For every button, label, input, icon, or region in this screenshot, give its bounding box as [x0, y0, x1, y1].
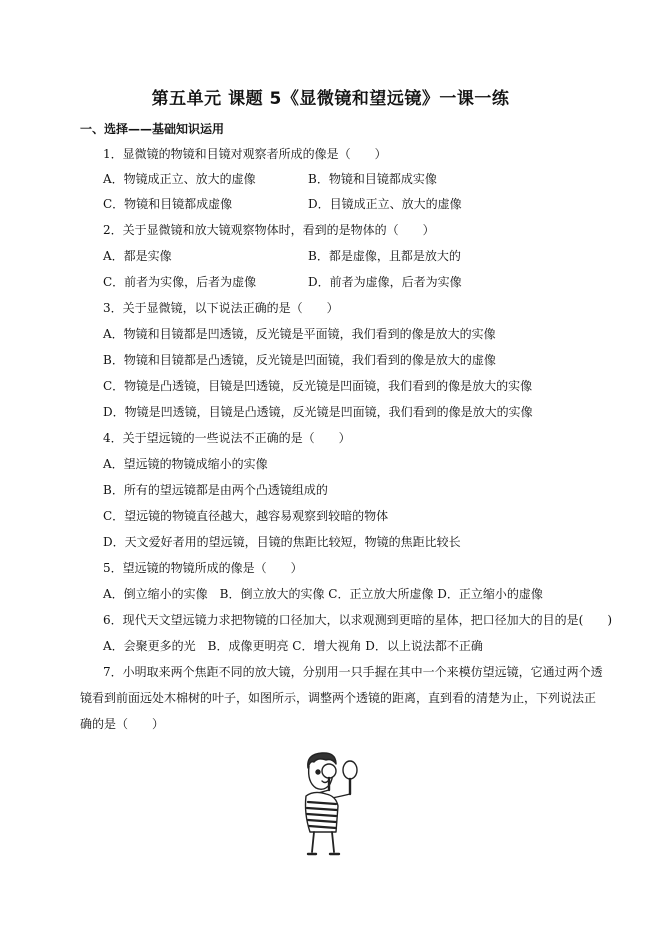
question-3-option-d: D．物镜是凹透镜，目镜是凸透镜，反光镜是凹面镜，我们看到的像是放大的实像: [103, 405, 533, 419]
question-3-option-a: A．物镜和目镜都是凹透镜，反光镜是平面镜，我们看到的像是放大的实像: [103, 327, 496, 341]
question-2-option-a: A．都是实像: [103, 249, 172, 263]
question-5-stem: 5．望远镜的物镜所成的像是（ ）: [103, 561, 303, 575]
question-4-option-a: A．望远镜的物镜成缩小的实像: [103, 457, 268, 471]
question-2-option-b: B．都是虚像，且都是放大的: [308, 249, 461, 263]
question-2-stem: 2．关于显微镜和放大镜观察物体时，看到的是物体的（ ）: [103, 223, 435, 237]
question-4-option-c: C．望远镜的物镜直径越大，越容易观察到较暗的物体: [103, 509, 389, 523]
boy-with-magnifiers-illustration: [292, 748, 368, 858]
question-4-option-b: B．所有的望远镜都是由两个凸透镜组成的: [103, 483, 328, 497]
question-2-option-d: D．前者为虚像，后者为实像: [308, 275, 462, 289]
question-6-stem: 6．现代天文望远镜力求把物镜的口径加大，以求观测到更暗的星体，把口径加大的目的是( ): [103, 613, 613, 627]
question-7-line-3: 确的是（ ）: [80, 717, 165, 731]
question-3-option-c: C．物镜是凸透镜，目镜是凹透镜，反光镜是凹面镜，我们看到的像是放大的实像: [103, 379, 533, 393]
question-7-line-2: 镜看到前面远处木棉树的叶子，如图所示，调整两个透镜的距离，直到看的清楚为止，下列说法正: [80, 691, 597, 705]
question-2-option-c: C．前者为实像，后者为虚像: [103, 275, 257, 289]
question-1-option-d: D．目镜成正立、放大的虚像: [308, 197, 462, 211]
question-4-stem: 4．关于望远镜的一些说法不正确的是（ ）: [103, 431, 351, 445]
section-heading: 一、选择——基础知识运用: [80, 122, 225, 136]
question-4-option-d: D．天文爱好者用的望远镜，目镜的焦距比较短，物镜的焦距比较长: [103, 535, 461, 549]
question-3-option-b: B．物镜和目镜都是凸透镜，反光镜是凹面镜，我们看到的像是放大的虚像: [103, 353, 496, 367]
question-1-stem: 1．显微镜的物镜和目镜对观察者所成的像是（ ）: [103, 147, 387, 161]
question-1-option-c: C．物镜和目镜都成虚像: [103, 197, 233, 211]
question-1-option-a: A．物镜成正立、放大的虚像: [103, 172, 256, 186]
question-1-option-b: B．物镜和目镜都成实像: [308, 172, 437, 186]
question-3-stem: 3．关于显微镜，以下说法正确的是（ ）: [103, 301, 339, 315]
page-title: 第五单元 课题 5《显微镜和望远镜》一课一练: [151, 89, 510, 109]
question-6-options: A．会聚更多的光 B．成像更明亮 C．增大视角 D．以上说法都不正确: [103, 639, 483, 653]
question-7-line-1: 7．小明取来两个焦距不同的放大镜，分别用一只手握在其中一个来模仿望远镜，它通过两个透: [103, 665, 603, 679]
question-5-options: A．倒立缩小的实像 B．倒立放大的实像 C．正立放大所虚像 D．正立缩小的虚像: [103, 587, 543, 601]
